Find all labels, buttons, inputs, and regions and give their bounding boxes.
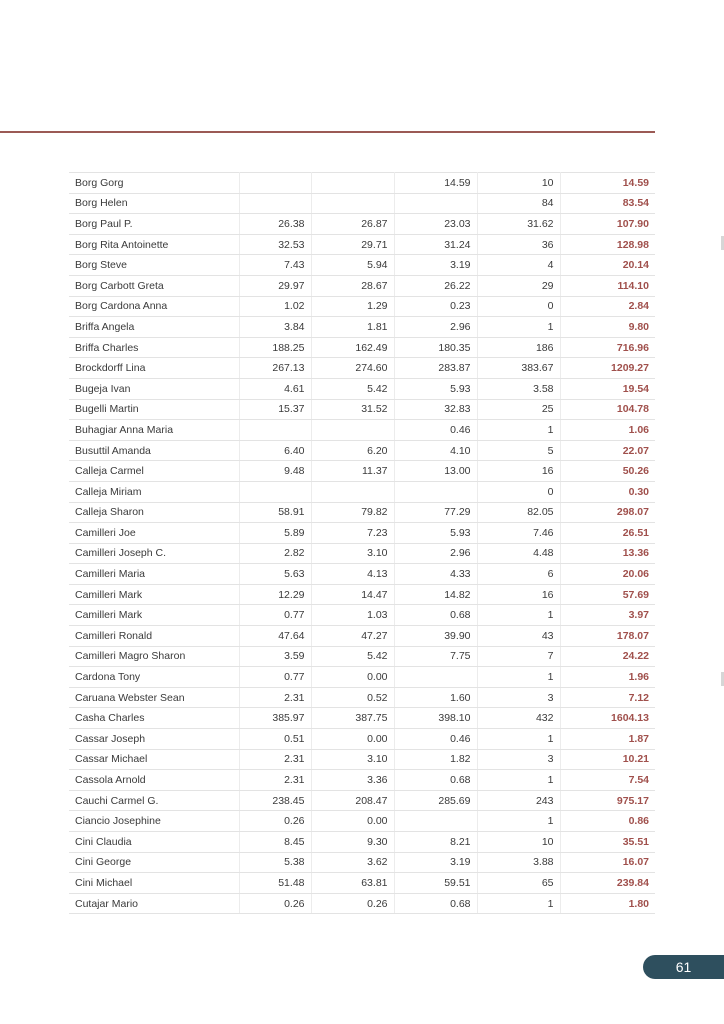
name-cell: Camilleri Mark — [69, 584, 239, 605]
value-cell-3: 59.51 — [394, 873, 477, 894]
total-cell: 20.14 — [560, 255, 655, 276]
value-cell-1: 51.48 — [239, 873, 311, 894]
value-cell-2: 1.03 — [311, 605, 394, 626]
value-cell-2: 29.71 — [311, 234, 394, 255]
table-row — [69, 337, 655, 358]
value-cell-2: 79.82 — [311, 502, 394, 523]
value-cell-4: 16 — [477, 461, 560, 482]
value-cell-2: 3.10 — [311, 749, 394, 770]
name-cell: Brockdorff Lina — [69, 358, 239, 379]
value-cell-1: 12.29 — [239, 584, 311, 605]
name-cell: Borg Carbott Greta — [69, 275, 239, 296]
value-cell-1: 385.97 — [239, 708, 311, 729]
value-cell-3: 8.21 — [394, 832, 477, 853]
page-number-badge: 61 — [643, 955, 724, 979]
value-cell-3: 31.24 — [394, 234, 477, 255]
value-cell-1: 3.84 — [239, 317, 311, 338]
name-cell: Camilleri Magro Sharon — [69, 646, 239, 667]
value-cell-3: 3.19 — [394, 255, 477, 276]
value-cell-2: 5.42 — [311, 646, 394, 667]
name-cell: Bugelli Martin — [69, 399, 239, 420]
name-cell: Borg Paul P. — [69, 214, 239, 235]
value-cell-4: 84 — [477, 193, 560, 214]
value-cell-4: 7.46 — [477, 523, 560, 544]
value-cell-4: 82.05 — [477, 502, 560, 523]
value-cell-2 — [311, 173, 394, 194]
value-cell-3: 14.59 — [394, 173, 477, 194]
value-cell-3: 13.00 — [394, 461, 477, 482]
value-cell-2: 4.13 — [311, 564, 394, 585]
table-row — [69, 708, 655, 729]
total-cell: 1.06 — [560, 420, 655, 441]
table-row — [69, 420, 655, 441]
value-cell-1: 267.13 — [239, 358, 311, 379]
name-cell: Cutajar Mario — [69, 893, 239, 914]
total-cell: 107.90 — [560, 214, 655, 235]
value-cell-4: 29 — [477, 275, 560, 296]
total-cell: 13.36 — [560, 543, 655, 564]
value-cell-2: 0.52 — [311, 687, 394, 708]
value-cell-2 — [311, 420, 394, 441]
value-cell-4: 3 — [477, 687, 560, 708]
table-row — [69, 378, 655, 399]
value-cell-1 — [239, 481, 311, 502]
value-cell-1: 5.38 — [239, 852, 311, 873]
total-cell: 14.59 — [560, 173, 655, 194]
value-cell-4: 243 — [477, 790, 560, 811]
value-cell-3: 1.82 — [394, 749, 477, 770]
table-row — [69, 317, 655, 338]
value-cell-1: 238.45 — [239, 790, 311, 811]
value-cell-1: 2.31 — [239, 749, 311, 770]
value-cell-3: 7.75 — [394, 646, 477, 667]
value-cell-4: 3.88 — [477, 852, 560, 873]
value-cell-3: 5.93 — [394, 523, 477, 544]
value-cell-3: 5.93 — [394, 378, 477, 399]
name-cell: Ciancio Josephine — [69, 811, 239, 832]
value-cell-1: 5.89 — [239, 523, 311, 544]
value-cell-2: 9.30 — [311, 832, 394, 853]
table-row — [69, 667, 655, 688]
value-cell-4: 0 — [477, 296, 560, 317]
total-cell: 9.80 — [560, 317, 655, 338]
value-cell-3: 2.96 — [394, 543, 477, 564]
value-cell-1: 2.31 — [239, 770, 311, 791]
value-cell-3 — [394, 481, 477, 502]
value-cell-2: 28.67 — [311, 275, 394, 296]
value-cell-4: 10 — [477, 832, 560, 853]
name-cell: Briffa Charles — [69, 337, 239, 358]
table-row — [69, 626, 655, 647]
value-cell-2: 3.10 — [311, 543, 394, 564]
name-cell: Borg Helen — [69, 193, 239, 214]
name-cell: Camilleri Ronald — [69, 626, 239, 647]
value-cell-1: 3.59 — [239, 646, 311, 667]
table-row — [69, 584, 655, 605]
value-cell-4: 3 — [477, 749, 560, 770]
value-cell-3: 283.87 — [394, 358, 477, 379]
value-cell-2: 3.62 — [311, 852, 394, 873]
value-cell-2: 0.00 — [311, 667, 394, 688]
value-cell-2: 63.81 — [311, 873, 394, 894]
value-cell-1 — [239, 193, 311, 214]
table-row — [69, 255, 655, 276]
total-cell: 3.97 — [560, 605, 655, 626]
table-row — [69, 275, 655, 296]
value-cell-3: 180.35 — [394, 337, 477, 358]
table-row — [69, 770, 655, 791]
value-cell-3: 4.10 — [394, 440, 477, 461]
value-cell-1: 0.26 — [239, 811, 311, 832]
value-cell-3: 0.46 — [394, 420, 477, 441]
name-cell: Busuttil Amanda — [69, 440, 239, 461]
value-cell-3: 77.29 — [394, 502, 477, 523]
value-cell-3 — [394, 667, 477, 688]
table-row — [69, 502, 655, 523]
name-cell: Cauchi Carmel G. — [69, 790, 239, 811]
table-row — [69, 605, 655, 626]
value-cell-1: 15.37 — [239, 399, 311, 420]
name-cell: Cassar Michael — [69, 749, 239, 770]
value-cell-2: 7.23 — [311, 523, 394, 544]
table-row — [69, 523, 655, 544]
value-cell-1: 0.77 — [239, 667, 311, 688]
value-cell-2: 6.20 — [311, 440, 394, 461]
value-cell-1: 9.48 — [239, 461, 311, 482]
value-cell-1: 58.91 — [239, 502, 311, 523]
total-cell: 22.07 — [560, 440, 655, 461]
value-cell-4: 1 — [477, 667, 560, 688]
value-cell-1: 188.25 — [239, 337, 311, 358]
value-cell-3: 0.23 — [394, 296, 477, 317]
value-cell-1: 2.82 — [239, 543, 311, 564]
total-cell: 114.10 — [560, 275, 655, 296]
name-cell: Borg Cardona Anna — [69, 296, 239, 317]
total-cell: 239.84 — [560, 873, 655, 894]
table-row — [69, 729, 655, 750]
value-cell-3: 0.68 — [394, 770, 477, 791]
value-cell-4: 16 — [477, 584, 560, 605]
total-cell: 50.26 — [560, 461, 655, 482]
value-cell-1: 29.97 — [239, 275, 311, 296]
table-row — [69, 564, 655, 585]
total-cell: 19.54 — [560, 378, 655, 399]
value-cell-3: 2.96 — [394, 317, 477, 338]
value-cell-1: 0.26 — [239, 893, 311, 914]
header-rule — [0, 131, 655, 133]
name-cell: Casha Charles — [69, 708, 239, 729]
name-cell: Buhagiar Anna Maria — [69, 420, 239, 441]
total-cell: 1.96 — [560, 667, 655, 688]
total-cell: 975.17 — [560, 790, 655, 811]
name-cell: Camilleri Mark — [69, 605, 239, 626]
name-cell: Briffa Angela — [69, 317, 239, 338]
table-row — [69, 296, 655, 317]
total-cell: 1209.27 — [560, 358, 655, 379]
total-cell: 35.51 — [560, 832, 655, 853]
value-cell-2: 31.52 — [311, 399, 394, 420]
table-row — [69, 646, 655, 667]
value-cell-2: 0.00 — [311, 729, 394, 750]
value-cell-4: 1 — [477, 317, 560, 338]
table-row — [69, 358, 655, 379]
value-cell-4: 0 — [477, 481, 560, 502]
value-cell-1: 32.53 — [239, 234, 311, 255]
name-cell: Camilleri Joe — [69, 523, 239, 544]
value-cell-1: 4.61 — [239, 378, 311, 399]
table-row — [69, 173, 655, 194]
value-cell-2: 1.81 — [311, 317, 394, 338]
value-cell-1: 26.38 — [239, 214, 311, 235]
total-cell: 16.07 — [560, 852, 655, 873]
value-cell-3: 398.10 — [394, 708, 477, 729]
value-cell-3: 1.60 — [394, 687, 477, 708]
name-cell: Bugeja Ivan — [69, 378, 239, 399]
total-cell: 1604.13 — [560, 708, 655, 729]
value-cell-3: 0.46 — [394, 729, 477, 750]
total-cell: 0.30 — [560, 481, 655, 502]
total-cell: 104.78 — [560, 399, 655, 420]
value-cell-3: 26.22 — [394, 275, 477, 296]
value-cell-2: 47.27 — [311, 626, 394, 647]
total-cell: 178.07 — [560, 626, 655, 647]
value-cell-4: 1 — [477, 729, 560, 750]
value-cell-4: 6 — [477, 564, 560, 585]
value-cell-3: 285.69 — [394, 790, 477, 811]
total-cell: 10.21 — [560, 749, 655, 770]
name-cell: Cini Michael — [69, 873, 239, 894]
total-cell: 26.51 — [560, 523, 655, 544]
data-table — [69, 172, 655, 914]
name-cell: Cini Claudia — [69, 832, 239, 853]
value-cell-1: 0.51 — [239, 729, 311, 750]
value-cell-2 — [311, 193, 394, 214]
value-cell-3: 23.03 — [394, 214, 477, 235]
total-cell: 1.87 — [560, 729, 655, 750]
value-cell-2: 0.26 — [311, 893, 394, 914]
name-cell: Calleja Sharon — [69, 502, 239, 523]
value-cell-3 — [394, 193, 477, 214]
value-cell-4: 31.62 — [477, 214, 560, 235]
value-cell-1 — [239, 420, 311, 441]
table-row — [69, 832, 655, 853]
value-cell-1: 47.64 — [239, 626, 311, 647]
name-cell: Calleja Miriam — [69, 481, 239, 502]
value-cell-3: 4.33 — [394, 564, 477, 585]
total-cell: 24.22 — [560, 646, 655, 667]
value-cell-4: 25 — [477, 399, 560, 420]
value-cell-1: 6.40 — [239, 440, 311, 461]
value-cell-2: 387.75 — [311, 708, 394, 729]
value-cell-2: 14.47 — [311, 584, 394, 605]
table-row — [69, 461, 655, 482]
value-cell-4: 1 — [477, 770, 560, 791]
value-cell-4: 43 — [477, 626, 560, 647]
value-cell-1: 1.02 — [239, 296, 311, 317]
value-cell-3: 39.90 — [394, 626, 477, 647]
table-row — [69, 543, 655, 564]
value-cell-3 — [394, 811, 477, 832]
name-cell: Cardona Tony — [69, 667, 239, 688]
value-cell-3: 32.83 — [394, 399, 477, 420]
table-row — [69, 749, 655, 770]
table-row — [69, 399, 655, 420]
value-cell-4: 1 — [477, 420, 560, 441]
value-cell-4: 1 — [477, 605, 560, 626]
table-row — [69, 687, 655, 708]
total-cell: 716.96 — [560, 337, 655, 358]
table-row — [69, 873, 655, 894]
value-cell-2: 11.37 — [311, 461, 394, 482]
total-cell: 57.69 — [560, 584, 655, 605]
table-row — [69, 893, 655, 914]
table-row — [69, 214, 655, 235]
total-cell: 7.54 — [560, 770, 655, 791]
table-row — [69, 852, 655, 873]
table-row — [69, 440, 655, 461]
value-cell-4: 7 — [477, 646, 560, 667]
table-row — [69, 811, 655, 832]
value-cell-4: 4.48 — [477, 543, 560, 564]
value-cell-4: 4 — [477, 255, 560, 276]
total-cell: 7.12 — [560, 687, 655, 708]
value-cell-2: 162.49 — [311, 337, 394, 358]
value-cell-3: 0.68 — [394, 893, 477, 914]
value-cell-2: 208.47 — [311, 790, 394, 811]
value-cell-1 — [239, 173, 311, 194]
total-cell: 0.86 — [560, 811, 655, 832]
name-cell: Camilleri Maria — [69, 564, 239, 585]
value-cell-2: 0.00 — [311, 811, 394, 832]
name-cell: Camilleri Joseph C. — [69, 543, 239, 564]
table-row — [69, 193, 655, 214]
total-cell: 128.98 — [560, 234, 655, 255]
value-cell-4: 186 — [477, 337, 560, 358]
total-cell: 2.84 — [560, 296, 655, 317]
name-cell: Borg Steve — [69, 255, 239, 276]
name-cell: Caruana Webster Sean — [69, 687, 239, 708]
value-cell-4: 383.67 — [477, 358, 560, 379]
name-cell: Cini George — [69, 852, 239, 873]
value-cell-1: 5.63 — [239, 564, 311, 585]
value-cell-4: 432 — [477, 708, 560, 729]
table-row — [69, 481, 655, 502]
value-cell-2 — [311, 481, 394, 502]
value-cell-4: 1 — [477, 811, 560, 832]
value-cell-3: 14.82 — [394, 584, 477, 605]
name-cell: Calleja Carmel — [69, 461, 239, 482]
name-cell: Cassar Joseph — [69, 729, 239, 750]
value-cell-4: 36 — [477, 234, 560, 255]
value-cell-1: 7.43 — [239, 255, 311, 276]
total-cell: 1.80 — [560, 893, 655, 914]
value-cell-4: 5 — [477, 440, 560, 461]
value-cell-1: 2.31 — [239, 687, 311, 708]
name-cell: Cassola Arnold — [69, 770, 239, 791]
value-cell-2: 1.29 — [311, 296, 394, 317]
value-cell-2: 3.36 — [311, 770, 394, 791]
value-cell-4: 1 — [477, 893, 560, 914]
total-cell: 298.07 — [560, 502, 655, 523]
value-cell-4: 3.58 — [477, 378, 560, 399]
value-cell-2: 5.42 — [311, 378, 394, 399]
value-cell-3: 3.19 — [394, 852, 477, 873]
name-cell: Borg Rita Antoinette — [69, 234, 239, 255]
name-cell: Borg Gorg — [69, 173, 239, 194]
total-cell: 83.54 — [560, 193, 655, 214]
value-cell-3: 0.68 — [394, 605, 477, 626]
total-cell: 20.06 — [560, 564, 655, 585]
value-cell-2: 5.94 — [311, 255, 394, 276]
value-cell-2: 274.60 — [311, 358, 394, 379]
table-row — [69, 790, 655, 811]
table-row — [69, 234, 655, 255]
value-cell-4: 65 — [477, 873, 560, 894]
value-cell-1: 8.45 — [239, 832, 311, 853]
value-cell-2: 26.87 — [311, 214, 394, 235]
value-cell-1: 0.77 — [239, 605, 311, 626]
value-cell-4: 10 — [477, 173, 560, 194]
